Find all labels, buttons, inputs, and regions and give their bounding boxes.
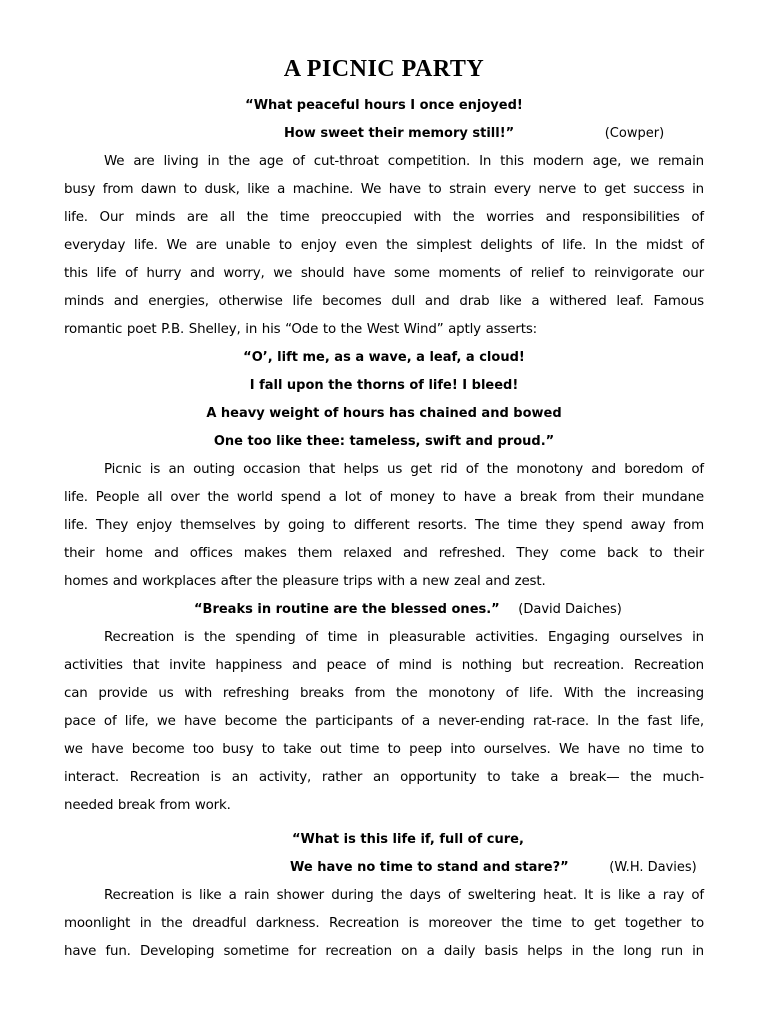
quote-daiches: “Breaks in routine are the blessed ones.” (David Daiches) bbox=[64, 596, 704, 624]
quote-cowper-line-2: How sweet their memory still!” (Cowper) bbox=[64, 120, 704, 148]
paragraph-4: Recreation is like a rain shower during the days of sweltering heat. It is like a ray of moonlight in the dreadful darkness. Recreation is moreover the time to get together to have fun. Developing sometime for recreation on a daily basis helps in the long run in bbox=[64, 888, 704, 959]
poem-line-3: A heavy weight of hours has chained and bowed bbox=[206, 406, 562, 421]
quote-davies-line-1: “What is this life if, full of cure, bbox=[292, 832, 524, 847]
paragraph-3: Recreation is the spending of time in pleasurable activities. Engaging ourselves in activities that invite happiness and peace of mind is nothing but recreation. Recreation can provide us with refreshing breaks from the monotony of life. With the increasing pace of life, we have become the participants of a never-ending rat-race. In the fast life, we have become too busy to take out time to peep into ourselves. We have no time to interact. Recreation is an activity, rather an opportunity to take a break— the much- needed break from work. bbox=[64, 630, 704, 813]
quote-davies-line-2: We have no time to stand and stare?” (W.H. Davies) bbox=[64, 854, 704, 882]
quote-attribution: (W.H. Davies) bbox=[609, 860, 697, 875]
poem-line-4: One too like thee: tameless, swift and proud.” bbox=[213, 434, 555, 449]
document-body bbox=[64, 92, 704, 966]
poem-line-2: I fall upon the thorns of life! I bleed! bbox=[249, 378, 519, 393]
quote-cowper-line-1: “What peaceful hours I once enjoyed! bbox=[245, 98, 523, 113]
paragraph-2: Picnic is an outing occasion that helps us get rid of the monotony and boredom of life. People all over the world spend a lot of money to have a break from their mundane life. They enjoy themselves by going to different resorts. The time they spend away from their home and offices makes them relaxed and refreshed. They come back to their homes and workplaces after the pleasure trips with a new zeal and zest. bbox=[64, 462, 704, 589]
poem-line-1: “O’, lift me, as a wave, a leaf, a cloud! bbox=[243, 350, 525, 365]
quote-attribution: (David Daiches) bbox=[518, 602, 622, 617]
page-title: A PICNIC PARTY bbox=[283, 56, 485, 82]
quote-attribution: (Cowper) bbox=[604, 126, 665, 141]
paragraph-1: We are living in the age of cut-throat competition. In this modern age, we remain busy from dawn to dusk, like a machine. We have to strain every nerve to get success in life. Our minds are all the time preoccupied with the worries and responsibilities of everyday life. We are unable to enjoy even the simplest delights of life. In the midst of this life of hurry and worry, we should have some moments of relief to reinvigorate our minds and energies, otherwise life becomes dull and drab like a withered leaf. Famous romantic poet P.B. Shelley, in his “Ode to the West Wind” aptly asserts: bbox=[64, 154, 704, 337]
